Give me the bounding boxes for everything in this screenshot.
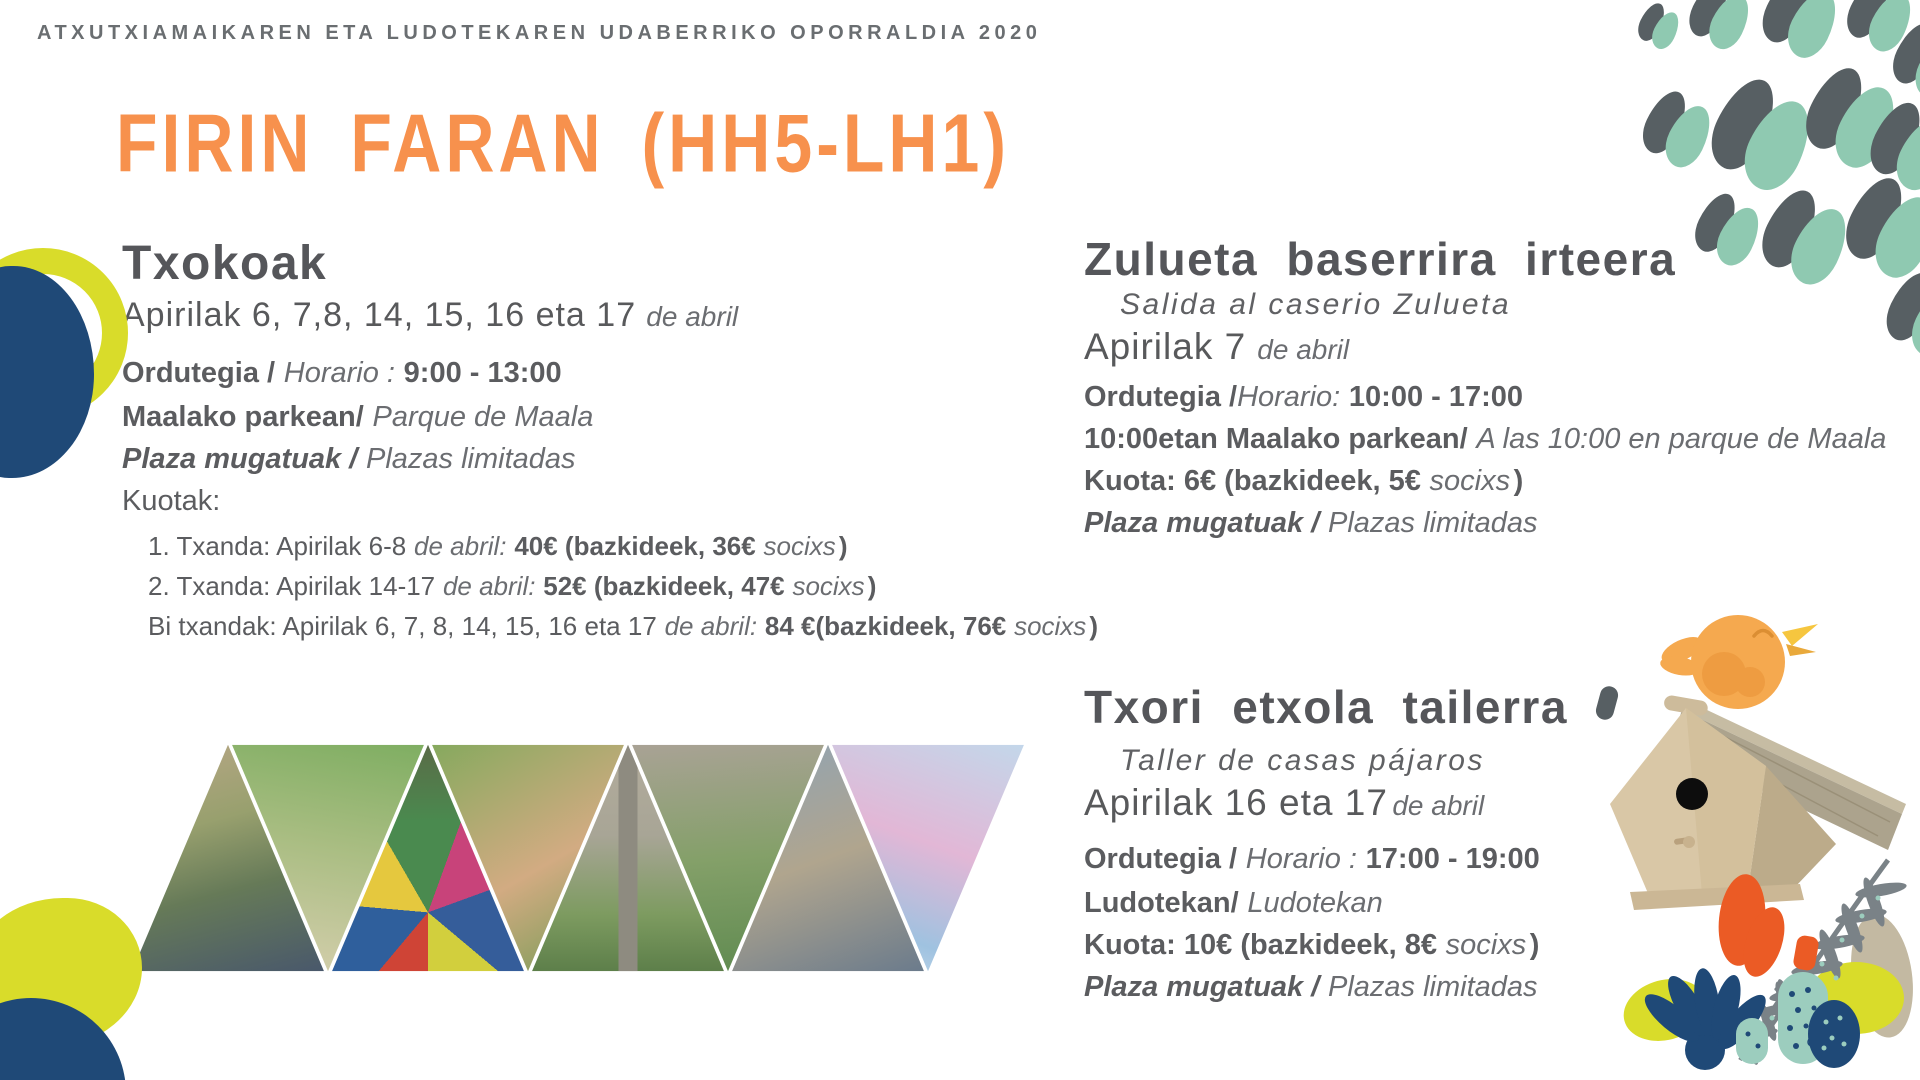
schedule-label-eu: Ordutegia /	[122, 357, 276, 389]
txokoak-plaza	[122, 438, 1122, 480]
txokoak-dates	[122, 296, 1122, 352]
meeting-eu: 10:00etan Maalako parkean/	[1084, 423, 1468, 455]
schedule-label-eu: Ordutegia /	[1084, 843, 1238, 875]
zulueta-meeting	[1084, 418, 1920, 460]
place-eu: Maalako parkean/	[122, 401, 364, 433]
fee-socixs: socixs	[1429, 465, 1511, 497]
fee3-price: 84 €(bazkideek, 76€	[764, 611, 1007, 641]
paint-dab	[1682, 0, 1760, 54]
plaza-es: Plazas limitadas	[1328, 971, 1538, 1003]
dates-es: de abril	[1392, 790, 1485, 821]
txokoak-heading: Txokoak	[122, 237, 328, 290]
schedule-label-eu: Ordutegia /	[1084, 381, 1238, 413]
bird-icon	[1658, 615, 1818, 709]
txokoak-fees-label: Kuotak:	[122, 485, 221, 517]
txori-subtitle: Taller de casas pájaros	[1120, 744, 1485, 777]
place-es: Ludotekan	[1247, 887, 1383, 919]
zulueta-fee	[1084, 460, 1920, 502]
schedule-label-es: Horario:	[1237, 381, 1341, 413]
fee3-lead: Bi txandak: Apirilak 6, 7, 8, 14, 15, 16 eta 17	[148, 611, 657, 641]
schedule-value: 9:00 - 13:00	[403, 357, 562, 389]
zulueta-heading: Zulueta baserrira irteera	[1084, 233, 1677, 285]
triangle-photo-collage	[128, 740, 1028, 976]
fee1-date: de abril:	[414, 531, 507, 561]
schedule-label-es: Horario :	[283, 357, 395, 389]
txokoak-place	[122, 396, 1122, 438]
txori-heading: Txori etxola tailerra	[1084, 681, 1568, 733]
schedule-value: 10:00 - 17:00	[1348, 381, 1524, 413]
plaza-es: Plazas limitadas	[366, 443, 576, 475]
dates-eu: Apirilak 16 eta 17	[1084, 782, 1388, 823]
fee-eu: Kuota: 6€ (bazkideek, 5€	[1084, 465, 1421, 497]
dates-eu: Apirilak 7	[1084, 326, 1247, 367]
fee-eu: Kuota: 10€ (bazkideek, 8€	[1084, 929, 1437, 961]
paint-dab	[1754, 0, 1850, 64]
eyebrow-text: ATXUTXIAMAIKAREN ETA LUDOTEKAREN UDABERRIKO OPORRALDIA 2020	[37, 22, 1042, 44]
fee1-lead: 1. Txanda: Apirilak 6-8	[148, 531, 407, 561]
fee2-date: de abril:	[442, 571, 536, 601]
birdhouse-illustration	[1590, 598, 1920, 1080]
zulueta-plaza	[1084, 502, 1920, 544]
section-txokoak	[122, 236, 1122, 646]
paint-dab	[1594, 684, 1620, 722]
schedule-value: 17:00 - 19:00	[1365, 843, 1540, 875]
zulueta-schedule	[1084, 376, 1920, 418]
fee-line-2	[122, 566, 1122, 606]
meeting-es: A las 10:00 en parque de Maala	[1476, 423, 1887, 455]
fee-close: )	[1513, 465, 1524, 497]
dates-eu: Apirilak 6, 7,8, 14, 15, 16 eta 17	[122, 296, 637, 334]
fee2-price: 52€ (bazkideek, 47€	[543, 571, 785, 601]
fee3-socixs: socixs	[1014, 611, 1087, 641]
txokoak-schedule	[122, 352, 1122, 396]
dates-es: de abril	[1257, 334, 1350, 365]
fee3-date: de abril:	[664, 611, 758, 641]
zulueta-subtitle: Salida al caserio Zulueta	[1120, 288, 1512, 321]
navy-dotted-blob	[1808, 1000, 1860, 1068]
plaza-es: Plazas limitadas	[1328, 507, 1538, 539]
fee2-close: )	[867, 571, 877, 601]
fee1-close: )	[838, 531, 848, 561]
place-es: Parque de Maala	[372, 401, 594, 433]
fee-line-1	[122, 526, 1122, 566]
fee1-price: 40€ (bazkideek, 36€	[514, 531, 756, 561]
plaza-eu: Plaza mugatuak /	[1084, 507, 1320, 539]
paint-dab	[1633, 0, 1686, 53]
fee2-lead: 2. Txanda: Apirilak 14-17	[148, 571, 436, 601]
birdhouse-hole	[1676, 778, 1708, 810]
fee2-socixs: socixs	[792, 571, 865, 601]
fee-socixs: socixs	[1445, 929, 1527, 961]
section-zulueta	[1084, 232, 1920, 544]
page-title: FIRIN FARAN (HH5-LH1)	[116, 97, 1010, 190]
fee-close: )	[1529, 929, 1540, 961]
dates-es: de abril	[646, 301, 739, 332]
plaza-eu: Plaza mugatuak /	[1084, 971, 1320, 1003]
place-eu: Ludotekan/	[1084, 887, 1239, 919]
fee3-close: )	[1089, 611, 1099, 641]
birdhouse-photo	[1610, 694, 1906, 910]
schedule-label-es: Horario :	[1245, 843, 1357, 875]
fee1-socixs: socixs	[763, 531, 836, 561]
zulueta-dates	[1084, 326, 1920, 376]
plaza-eu: Plaza mugatuak /	[122, 443, 358, 475]
fee-line-3	[122, 606, 1122, 646]
